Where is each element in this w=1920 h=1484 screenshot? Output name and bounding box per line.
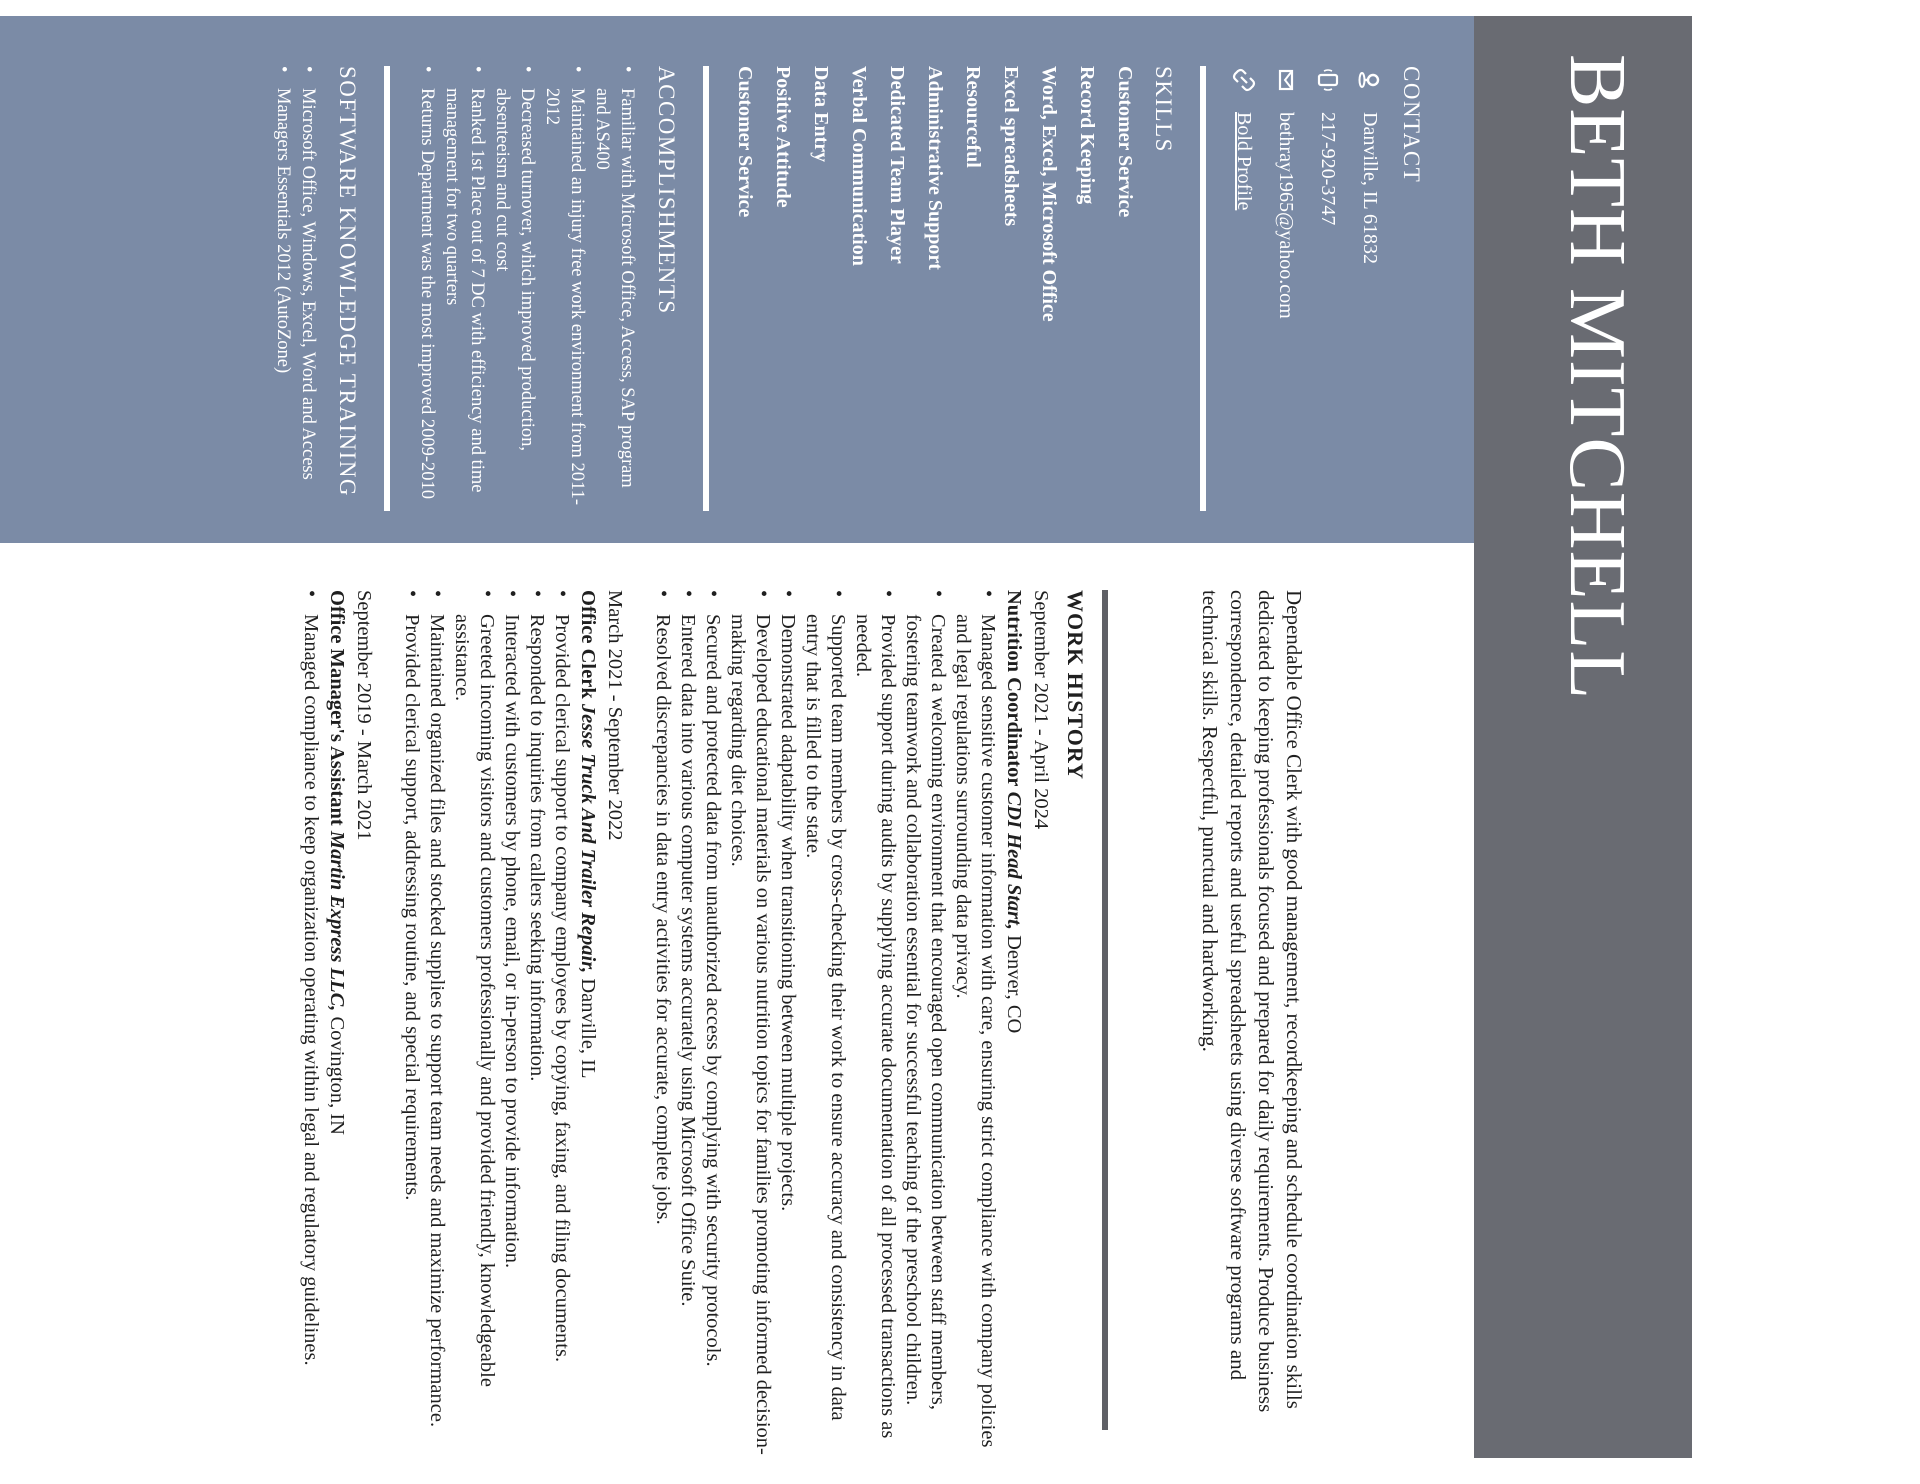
skill-item: Administrative Support [924,66,946,270]
link-icon [1230,66,1258,94]
job-title-line [323,590,350,1460]
job-bullets [298,590,323,1460]
job-bullet: • Maintained organized files and stocked supplies to support team needs and maximize performance. [424,590,449,1460]
work-history-heading: WORK HISTORY [1063,590,1088,780]
job-bullet: • Responded to inquiries from callers seeking information. [524,590,549,1460]
training-item: • Microsoft Office, Windows, Excel, Word and Access [295,66,320,513]
job-entry [298,590,377,1460]
job-bullet: • Developed educational materials on various nutrition topics for families promoting informed decision-making regarding diet choices. [725,590,775,1460]
skills-heading: SKILLS [1151,66,1176,153]
job-bullet: • Resolved discrepancies in data entry activities for accurate, complete jobs. [650,590,675,1460]
training-heading: SOFTWARE KNOWLEDGE TRAINING [335,66,360,498]
accomplishment-item: • Ranked 1st Place out of 7 DC with efficiency and time management for two quarters [439,66,489,513]
contact-profile [1230,66,1258,513]
skills-list [733,66,1136,513]
contact-location [1356,66,1384,513]
job-title-line [1000,590,1027,1460]
skill-item: Record Keeping [1076,66,1098,205]
job-bullet: • Greeted incoming visitors and customers professionally and provided friendly, knowledgeable assistance. [449,590,499,1460]
skill-item: Word, Excel, Microsoft Office [1038,66,1060,322]
job-bullet: • Demonstrated adaptability when transitioning between multiple projects. [775,590,800,1460]
job-bullet: • Provided support during audits by supplying accurate documentation of all processed transactions as needed. [850,590,900,1460]
job-company: Martin Express LLC, [326,830,348,1012]
location-text: Danville, IL 61832 [1359,112,1382,265]
candidate-name: BETH MITCHELL [1553,54,1641,701]
sidebar [0,16,1474,543]
job-location: Denver, CO [1003,929,1025,1034]
location-pin-icon [1356,66,1384,94]
job-entry [650,590,1054,1460]
skill-item: Positive Attitude [772,66,794,208]
training-item: • Managers Essentials 2012 (AutoZone) [270,66,295,513]
skill-item: Verbal Communication [848,66,870,266]
skill-item: Customer Service [734,66,756,218]
job-title-line [574,590,601,1460]
sidebar-divider [1200,66,1206,511]
job-bullet: • Interacted with customers by phone, email, or in-person to provide information. [499,590,524,1460]
skill-item: Customer Service [1114,66,1136,218]
phone-icon [1314,66,1342,94]
work-divider [1102,590,1108,1430]
job-bullets [399,590,574,1460]
contact-email [1272,66,1300,513]
job-location: Covington, IN [326,1011,348,1135]
accomplishment-item: • Familiar with Microsoft Office, Access, SAP program and AS400 [589,66,639,513]
job-title: Nutrition Coordinator [1003,590,1025,787]
job-company: CDI Head Start, [1003,791,1025,930]
skill-item: Resourceful [962,66,984,168]
email-text[interactable]: bethray1965@yahoo.com [1275,112,1298,319]
job-bullet: • Managed compliance to keep organization operating within legal and regulatory guidelines. [298,590,323,1460]
job-dates: March 2021 - September 2022 [604,590,626,841]
job-bullet: • Managed sensitive customer information with care, ensuring strict compliance with company policies and legal regulations surrounding data privacy. [950,590,1000,1460]
job-bullet: • Created a welcoming environment that encouraged open communication between staff members, fostering teamwork and collaboration essential for successful teaching of the preschool children. [900,590,950,1460]
sidebar-divider [384,66,390,511]
accomplishment-item: • Returns Department was the most improved 2009-2010 [414,66,439,513]
job-bullets [650,590,1000,1460]
accomplishments-heading: ACCOMPLISHMENTS [654,66,679,315]
professional-summary: Dependable Office Clerk with good management, recordkeeping and schedule coordination skills dedicated to keeping professionals focused and prepared for daily requirements. Produce business correspondence, detailed reports and useful spreadsheets using diverse software programs and technical skills. Respectful, punctual and hardworking. [1198,590,1306,1413]
job-bullet: • Provided clerical support to company employees by copying, faxing, and filing documents. [549,590,574,1460]
job-dates: September 2021 - April 2024 [1030,590,1052,830]
accomplishments-list [414,66,639,513]
email-icon [1272,66,1300,94]
training-list [270,66,320,513]
accomplishment-item: • Maintained an injury free work environment from 2011-2012 [539,66,589,513]
job-title: Office Clerk [577,590,599,699]
skill-item: Data Entry [810,66,832,163]
skill-item: Excel spreadsheets [1000,66,1022,227]
work-history-section [276,590,1108,1460]
sidebar-divider [703,66,709,511]
job-dates: September 2019 - March 2021 [353,590,375,841]
job-title: Office Manager's Assistant [326,590,348,826]
contact-phone [1314,66,1342,513]
job-bullet: • Entered data into various computer systems accurately using Microsoft Office Suite. [675,590,700,1460]
job-bullet: • Provided clerical support, addressing routine, and special requirements. [399,590,424,1460]
job-bullet: • Secured and protected data from unauthorized access by complying with security protocols. [700,590,725,1460]
contact-heading: CONTACT [1399,66,1424,184]
job-company: Jesse Truck And Trailer Repair, [577,703,599,974]
job-bullet: • Supported team members by cross-checking their work to ensure accuracy and consistency in data entry that is filled to the state. [800,590,850,1460]
skill-item: Dedicated Team Player [886,66,908,264]
job-location: Danville, IL [577,973,599,1079]
job-entry [399,590,628,1460]
accomplishment-item: • Decreased turnover, which improved production, absenteeism and cut cost [489,66,539,513]
profile-link[interactable]: Bold Profile [1233,112,1256,211]
phone-text: 217-920-3747 [1317,112,1340,226]
